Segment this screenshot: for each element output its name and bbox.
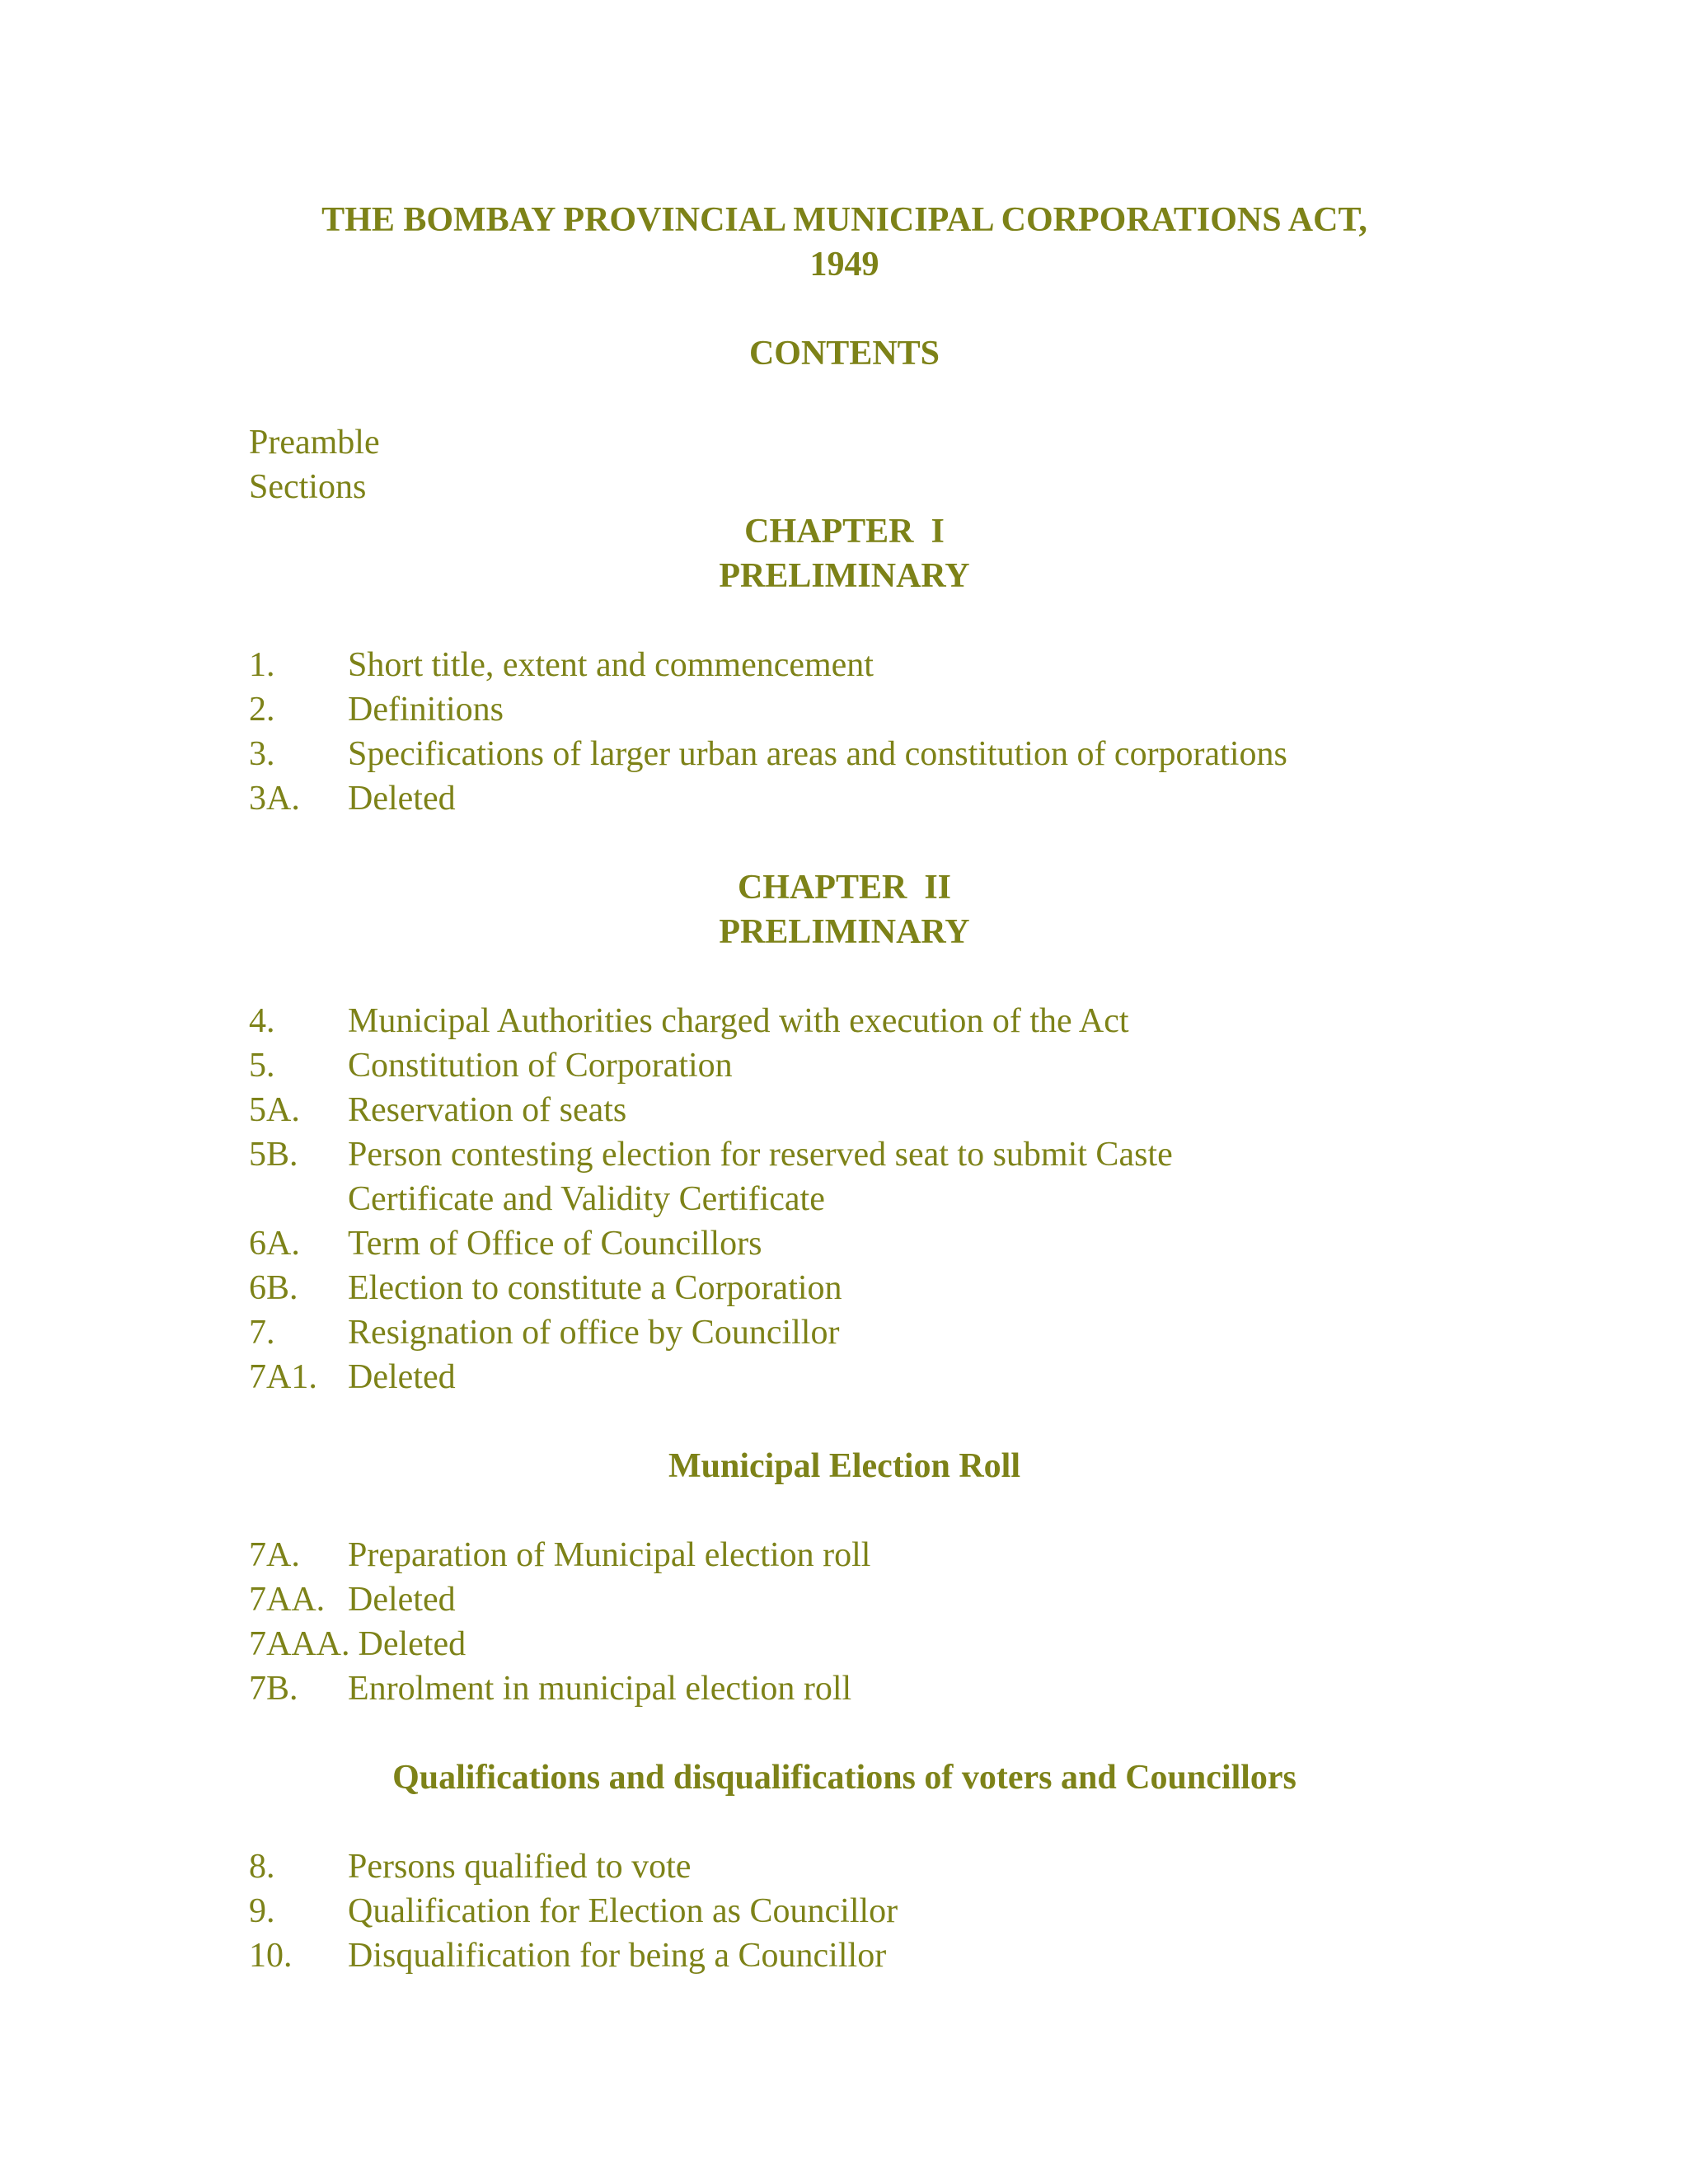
section-title: Specifications of larger urban areas and constitution of corporations [348, 735, 1287, 773]
section-number: 5. [249, 1047, 275, 1085]
section-title: Disqualification for being a Councillor [348, 1937, 887, 1975]
chapter-2-list [249, 999, 1440, 1399]
toc-entry[interactable] [249, 1088, 1440, 1132]
toc-entry[interactable] [249, 1043, 1440, 1088]
section-title: Persons qualified to vote [348, 1848, 692, 1886]
toc-entry[interactable] [249, 999, 1440, 1043]
section-number: 4. [249, 1002, 275, 1040]
section-title: Resignation of office by Councillor [348, 1314, 840, 1352]
section-number: 9. [249, 1892, 275, 1930]
election-roll-heading: Municipal Election Roll [668, 1447, 1020, 1485]
section-title: Election to constitute a Corporation [348, 1269, 842, 1307]
section-title: Person contesting election for reserved seat to submit Caste Certificate and Validity Certificate [348, 1136, 1173, 1218]
section-number: 8. [249, 1848, 275, 1886]
section-number: 7AA. [249, 1581, 326, 1619]
section-title: Constitution of Corporation [348, 1047, 733, 1085]
section-title: Reservation of seats [348, 1091, 627, 1129]
section-number: 6A. [249, 1225, 300, 1263]
chapter-1-list [249, 643, 1440, 821]
section-title: Definitions [348, 691, 504, 729]
section-number: 5B. [249, 1136, 298, 1174]
section-title: Deleted [348, 780, 456, 818]
section-number: 1. [249, 646, 275, 684]
section-number: 7B. [249, 1670, 298, 1708]
document-title [249, 198, 1440, 287]
toc-entry[interactable] [249, 1533, 1440, 1577]
section-title: Municipal Authorities charged with execution of the Act [348, 1002, 1129, 1040]
chapter-2-title: CHAPTER II [737, 869, 952, 907]
toc-entry[interactable] [249, 1266, 1440, 1310]
intro-block [249, 420, 1440, 509]
section-number: 6B. [249, 1269, 298, 1307]
section-number: 3. [249, 735, 275, 773]
section-number: 2. [249, 691, 275, 729]
section-title: Preparation of Municipal election roll [348, 1536, 871, 1574]
section-title: Deleted [348, 1581, 456, 1619]
section-number: 7AAA. [249, 1625, 350, 1663]
chapter-1-subtitle: PRELIMINARY [719, 557, 970, 595]
contents-heading: CONTENTS [748, 335, 940, 373]
toc-entry[interactable] [249, 1310, 1440, 1355]
toc-entry[interactable] [249, 1622, 1440, 1666]
toc-entry[interactable] [249, 1933, 1440, 1978]
toc-entry[interactable] [249, 732, 1440, 776]
section-title: Short title, extent and commencement [348, 646, 874, 684]
section-title: Deleted [358, 1625, 467, 1663]
section-number: 5A. [249, 1091, 300, 1129]
chapter-1-title: CHAPTER I [744, 513, 945, 551]
section-number: 7A1. [249, 1358, 317, 1396]
toc-entry[interactable] [249, 1132, 1440, 1221]
section-number: 3A. [249, 780, 300, 818]
toc-entry[interactable] [249, 687, 1440, 732]
title-line-1: THE BOMBAY PROVINCIAL MUNICIPAL CORPORATIONS ACT, [321, 201, 1367, 239]
section-number: 7A. [249, 1536, 300, 1574]
toc-entry[interactable] [249, 1889, 1440, 1933]
toc-entry[interactable] [249, 643, 1440, 687]
sections-label: Sections [249, 468, 367, 506]
toc-entry[interactable] [249, 1355, 1440, 1399]
section-title: Enrolment in municipal election roll [348, 1670, 852, 1708]
toc-entry[interactable] [249, 1577, 1440, 1622]
qualifications-list [249, 1844, 1440, 1978]
toc-entry[interactable] [249, 776, 1440, 821]
chapter-1-heading [249, 509, 1440, 598]
section-title: Term of Office of Councillors [348, 1225, 762, 1263]
section-number: 7. [249, 1314, 275, 1352]
title-line-2: 1949 [809, 246, 879, 284]
qualifications-heading: Qualifications and disqualifications of voters and Councillors [392, 1759, 1296, 1797]
toc-entry[interactable] [249, 1666, 1440, 1711]
chapter-2-heading [249, 865, 1440, 954]
section-number: 10. [249, 1937, 293, 1975]
toc-entry[interactable] [249, 1844, 1440, 1889]
section-title: Qualification for Election as Councillor [348, 1892, 898, 1930]
section-title: Deleted [348, 1358, 456, 1396]
document-page [249, 198, 1440, 1978]
chapter-2-subtitle: PRELIMINARY [719, 913, 970, 951]
toc-entry[interactable] [249, 1221, 1440, 1266]
election-roll-list [249, 1533, 1440, 1711]
preamble-link: Preamble [249, 424, 380, 462]
